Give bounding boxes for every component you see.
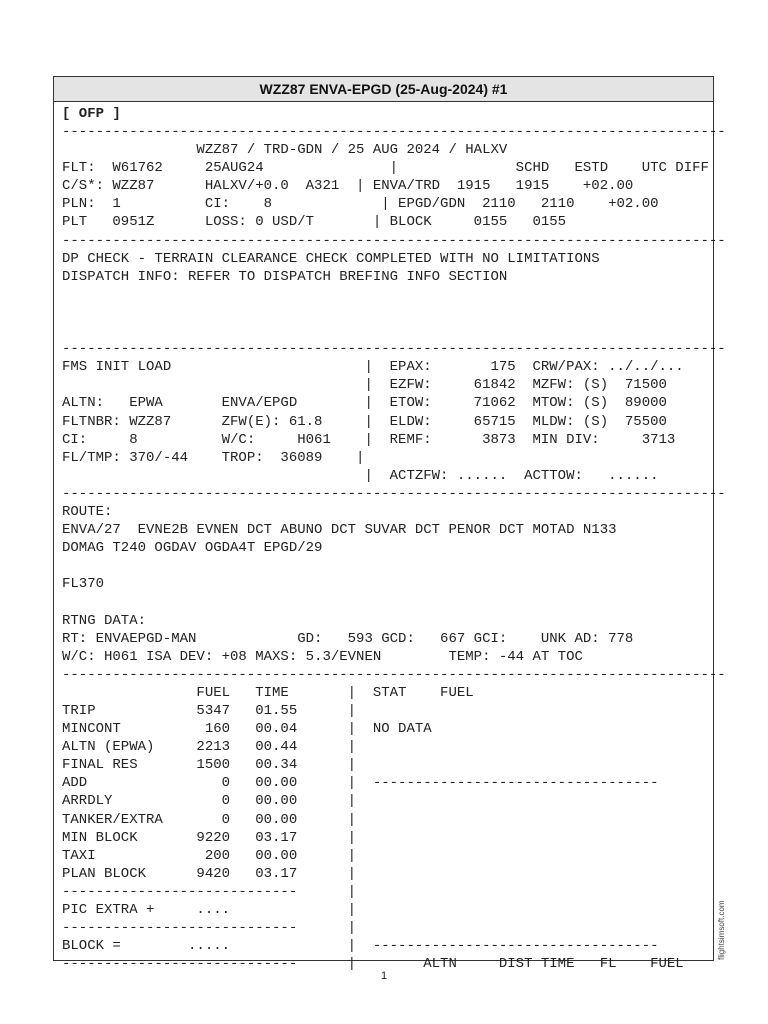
- ofp-line: FINAL RES 1500 00.34 |: [62, 757, 357, 774]
- ofp-line: -------------------------------------------------------------------------------: [62, 124, 726, 140]
- ofp-line: [62, 593, 726, 611]
- document-title: WZZ87 ENVA-EPGD (25-Aug-2024) #1: [54, 77, 713, 102]
- ofp-line: -------------------------------------------------------------------------------: [62, 485, 726, 502]
- ofp-line: PLN: 1 CI: 8 | EPGD/GDN 2110 2110 +02.00: [62, 196, 659, 213]
- ofp-line: ROUTE:: [62, 503, 113, 520]
- ofp-line: WZZ87 / TRD-GDN / 25 AUG 2024 / HALXV: [62, 142, 508, 159]
- ofp-line: BLOCK = ..... | ----------------------------------: [62, 938, 659, 955]
- ofp-line: ALTN (EPWA) 2213 00.44 |: [62, 739, 357, 756]
- ofp-section-label: [ OFP ]: [62, 106, 121, 122]
- ofp-line: ALTN: EPWA ENVA/EPGD | ETOW: 71062 MTOW: (S) 89000: [62, 395, 667, 412]
- ofp-line: MIN BLOCK 9220 03.17 |: [62, 829, 357, 846]
- ofp-line: DOMAG T240 OGDAV OGDA4T EPGD/29: [62, 540, 323, 557]
- ofp-line: ---------------------------- |: [62, 920, 357, 937]
- ofp-line: FMS INIT LOAD | EPAX: 175 CRW/PAX: ../../...: [62, 359, 684, 376]
- page-number: 1: [380, 970, 388, 982]
- ofp-line: ENVA/27 EVNE2B EVNEN DCT ABUNO DCT SUVAR DCT PENOR DCT MOTAD N133: [62, 522, 617, 539]
- ofp-line: PLT 0951Z LOSS: 0 USD/T | BLOCK 0155 0155: [62, 214, 567, 231]
- ofp-line: TAXI 200 00.00 |: [62, 847, 357, 864]
- ofp-line: FL370: [62, 576, 105, 593]
- ofp-line: DISPATCH INFO: REFER TO DISPATCH BREFING INFO SECTION: [62, 268, 508, 285]
- ofp-line: FLTNBR: WZZ87 ZFW(E): 61.8 | ELDW: 65715 MLDW: (S) 75500: [62, 413, 667, 430]
- ofp-line: ARRDLY 0 00.00 |: [62, 793, 357, 810]
- ofp-line: C/S*: WZZ87 HALXV/+0.0 A321 | ENVA/TRD 1915 1915 +02.00: [62, 178, 634, 195]
- ofp-line: PIC EXTRA + .... |: [62, 902, 357, 919]
- ofp-line: PLAN BLOCK 9420 03.17 |: [62, 865, 357, 882]
- ofp-line: | ACTZFW: ...... ACTTOW: ......: [62, 467, 659, 484]
- ofp-line: MINCONT 160 00.04 | NO DATA: [62, 721, 432, 738]
- ofp-line: ADD 0 00.00 | ----------------------------------: [62, 775, 659, 792]
- ofp-line: ---------------------------- |: [62, 883, 357, 900]
- ofp-line: TANKER/EXTRA 0 00.00 |: [62, 811, 357, 828]
- ofp-line: TRIP 5347 01.55 |: [62, 703, 357, 719]
- ofp-line: ---------------------------- | ALTN DIST TIME FL FUEL: [62, 956, 684, 973]
- ofp-line: -------------------------------------------------------------------------------: [62, 341, 726, 358]
- ofp-line: -------------------------------------------------------------------------------: [62, 232, 726, 249]
- ofp-line: FUEL TIME | STAT FUEL: [62, 684, 474, 701]
- ofp-line: W/C: H061 ISA DEV: +08 MAXS: 5.3/EVNEN TEMP: -44 AT TOC: [62, 648, 583, 665]
- ofp-line: [62, 557, 726, 575]
- watermark: flightsimsoft.com: [717, 900, 726, 960]
- ofp-body: [62, 123, 726, 973]
- ofp-line: RTNG DATA:: [62, 612, 147, 629]
- ofp-line: | EZFW: 61842 MZFW: (S) 71500: [62, 377, 667, 394]
- ofp-line: CI: 8 W/C: H061 | REMF: 3873 MIN DIV: 3713: [62, 431, 676, 448]
- ofp-line: [62, 286, 726, 304]
- ofp-line: FL/TMP: 370/-44 TROP: 36089 |: [62, 449, 365, 466]
- ofp-line: FLT: W61762 25AUG24 | SCHD ESTD UTC DIFF: [62, 160, 709, 177]
- ofp-line: [62, 304, 726, 322]
- ofp-line: -------------------------------------------------------------------------------: [62, 666, 726, 683]
- ofp-line: DP CHECK - TERRAIN CLEARANCE CHECK COMPLETED WITH NO LIMITATIONS: [62, 250, 600, 267]
- ofp-line: [62, 322, 726, 340]
- ofp-line: RT: ENVAEPGD-MAN GD: 593 GCD: 667 GCI: UNK AD: 778: [62, 630, 634, 647]
